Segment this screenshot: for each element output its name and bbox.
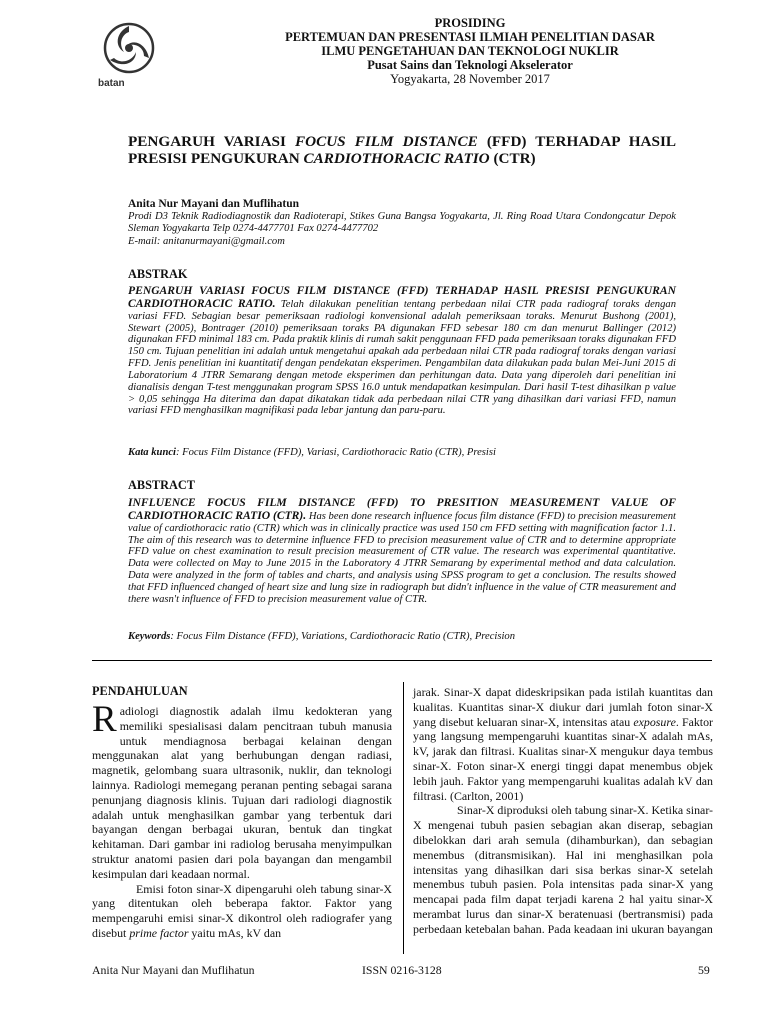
authors: Anita Nur Mayani dan Muflihatun (128, 198, 300, 210)
header-line-2: PERTEMUAN DAN PRESENTASI ILMIAH PENELITIAN DASAR (285, 30, 655, 44)
abstrak-text (128, 285, 676, 417)
abstrak-heading: ABSTRAK (128, 267, 188, 281)
keywords-value: : Focus Film Distance (FFD), Variations, Cardiothoracic Ratio (CTR), Precision (170, 631, 516, 642)
page-number: 59 (698, 963, 710, 977)
kata-kunci-value: : Focus Film Distance (FFD), Variasi, Cardiothoracic Ratio (CTR), Presisi (175, 447, 496, 458)
intro-r1-b: exposure (633, 714, 676, 729)
title-part-3: (FFD) TERHADAP HASIL PRESISI PENGUKURAN (128, 133, 677, 167)
intro-r1-c: . Faktor yang langsung mempengaruhi kuantitas sinar-X adalah mAs, kV, jarak dan filtrasi. Kualitas sinar-X mengukur daya tembus sinar-X. Foton sinar-X energi tinggi dapat menembus objek lebih jauh. Faktor yang mempengaruhi kualitas adalah kV dan filtrasi. (Carlton, 2001) (413, 714, 714, 803)
intro-p2-b: prime factor (129, 925, 189, 940)
header-line-1: PROSIDING (434, 16, 506, 30)
author-email: E-mail: anitanurmayani@gmail.com (128, 235, 285, 247)
batan-logo (94, 18, 164, 92)
column-separator (403, 682, 404, 954)
proceedings-header (250, 16, 690, 86)
intro-p2-a: Emisi foton sinar-X dipengaruhi oleh tabung sinar-X yang ditentukan oleh beberapa faktor. Faktor yang mempengaruhi emisi sinar-X dikontrol oleh radiografer yang disebut (92, 881, 392, 940)
title-part-5: (CTR) (489, 150, 536, 167)
intro-paragraph-1 (92, 699, 392, 882)
intro-paragraph-3 (413, 685, 713, 803)
header-line-5: Yogyakarta, 28 November 2017 (390, 72, 550, 86)
intro-paragraph-2 (92, 882, 392, 941)
header-line-3: ILMU PENGETAHUAN DAN TEKNOLOGI NUKLIR (321, 44, 619, 58)
title-part-4: CARDIOTHORACIC RATIO (303, 150, 490, 167)
affiliation: Prodi D3 Teknik Radiodiagnostik dan Radioterapi, Stikes Guna Bangsa Yogyakarta, Jl. Ring Road Utara Condongcatur Depok Sleman Yogyakarta Telp 0274-4477701 Fax 0274-4477702 (128, 211, 676, 235)
title-part-2: FOCUS FILM DISTANCE (294, 133, 478, 150)
title-part-1: PENGARUH VARIASI (128, 133, 295, 150)
abstract-lead: INFLUENCE FOCUS FILM DISTANCE (FFD) TO PRESITION MEASUREMENT VALUE OF CARDIOTHORACIC RATIO (CTR). (128, 496, 676, 522)
intro-paragraph-4: Sinar-X diproduksi oleh tabung sinar-X. Ketika sinar-X mengenai tubuh pasien sebagian akan diserap, sebagian dibelokkan dari arah semula (dihamburkan), dan sebagian menembus (ditransmisikan). Hal ini menghasilkan pola intensitas yang dihasilkan dari sisa berkas sinar-X setelah menembus tubuh pasien. Pola intensitas pada sinar-X yang mencapai pada film dapat terjadi karena 2 hal yaitu sinar-X merambat lurus dan sinar-X beratenuasi (bertransmisi) pada perbedaan ketebalan bahan. Pada keadaan ini ukuran bayangan (413, 803, 713, 936)
abstract-heading: ABSTRACT (128, 478, 195, 492)
abstrak-body: Telah dilakukan penelitian tentang perbedaan nilai CTR pada radiograf toraks dengan variasi FFD. Sebagian besar pemeriksaan radiologi konvensional adalah pemeriksaan toraks. Menurut Bushong (2001), Stewart (2005), Bontrager (2010) pemeriksaan toraks PA digunakan FFD sebesar 180 cm dan menurut Ballinger (2012) digunakan FFD minimal 183 cm. Pada praktik klinis di rumah sakit penggunaan FFD pada pemeriksaan toraks digunakan FFD 150 cm. Tujuan penelitian ini adalah untuk mengetahui apakah ada perbedaan nilai CTR pada radiograf toraks dengan variasi FFD. Jenis penelitian ini kuantitatif dengan pendekatan eksperimen. Pengambilan data dilakukan pada bulan Mei-Juni 2015 di Laboratorium 4 JTRR Semarang dengan metode eksperimen dan perhitungan data. Data yang diperoleh dari penelitian ini dianalisis dengan T-test menggunakan program SPSS 16.0 untuk mendapatkan kesimpulan. Dari hasil T-test dihasilkan p value > 0,05 sehingga Ha diterima dan dapat dikatakan tidak ada perbedaan nilai CTR yang dihasilkan dari variasi FFD, namun variasi FFD menghasilkan magnifikasi pada lebar jantung dan paru-paru. (128, 298, 676, 417)
kata-kunci (128, 447, 676, 459)
pendahuluan-heading: PENDAHULUAN (92, 684, 188, 698)
keywords (128, 631, 676, 643)
kata-kunci-label: Kata kunci (128, 447, 176, 458)
paper-title (128, 133, 676, 167)
intro-right-column (413, 685, 713, 937)
drop-cap: R (92, 699, 117, 740)
header-line-4: Pusat Sains dan Teknologi Akselerator (367, 58, 573, 72)
intro-p2-c: yaitu mAs, kV dan (188, 925, 282, 940)
affiliation-block (128, 211, 676, 248)
footer-issn: ISSN 0216-3128 (362, 963, 442, 977)
abstract-text (128, 497, 676, 606)
footer-authors: Anita Nur Mayani dan Muflihatun (92, 963, 255, 977)
intro-r1-a: jarak. Sinar-X dapat dideskripsikan pada istilah kuantitas dan kualitas. Kuantitas sinar-X diukur dari jumlah foton sinar-X yang disebut keluaran sinar-X, intensitas atau (413, 685, 713, 729)
logo-text: batan (98, 78, 125, 89)
abstract-body: Has been done research influence focus film distance (FFD) to precision measurement value of cardiothoracic ratio (CTR) which was in clinically practice was used 150 cm FFD setting with magnification factor 1.1. The aim of this research was to determine influence FFD to precision measurement value of CTR and to determine appropriate FFD value on chest examination to result precision measurement of CTR value. The research was experimental quantitative. Data were collected on May to June 2015 in the Laboratory 4 JTRR Semarang by experimental method and data calculation. Data were analyzed in the form of tables and charts, and analysis using SPSS program to get a conclusion. The results showed that FFD influenced changed of heart size and lung size in radiograph but didn't influence in the value of CTR measurement and there wasn't influence of FFD to precision measurement value of CTR. (128, 510, 676, 605)
section-divider (92, 660, 712, 661)
keywords-label: Keywords (128, 631, 171, 642)
intro-left-column (92, 699, 392, 941)
abstrak-lead: PENGARUH VARIASI FOCUS FILM DISTANCE (FFD) TERHADAP HASIL PRESISI PENGUKURAN CARDIOTHORACIC RATIO. (128, 284, 676, 310)
intro-p1-text: adiologi diagnostik adalah ilmu kedokteran yang memiliki spesialisasi dalam pencitraan tubuh manusia untuk mendiagnosa berbagai kelainan dengan menggunakan alat yang berhubungan dengan radiasi, magnetik, gelombang suara ultrasonik, nuklir, dan teknologi lainnya. Radiologi memegang peranan penting sebagai sarana penunjang diagnosis klinis. Tujuan dari radiologi diagnostik adalah untuk menghasilkan gambar yang terbentuk dari bayangan dengan berbagai ukuran, bentuk dan tingkat kehitaman. Dari gambar ini radiolog berusaha menyimpulkan struktur anatomi pasien dari pola bayangan dan mengambil kesimpulan dari keadaan normal. (92, 704, 392, 881)
